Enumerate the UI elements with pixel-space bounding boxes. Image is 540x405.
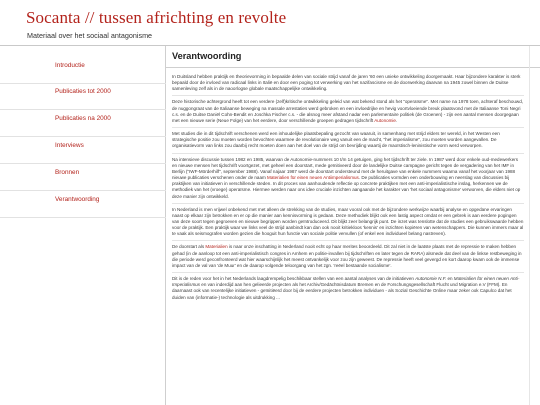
paragraph-text: Dit is de reden voor het in het Nederlands laagdrempelig beschikbaar stellen van een aantal analyses van de initiatieven — [172, 276, 416, 282]
heading-divider — [166, 67, 540, 68]
paragraph — [172, 131, 524, 149]
paragraph — [172, 207, 524, 238]
paragraph-divider — [172, 127, 524, 128]
site-header — [0, 0, 540, 52]
paragraph-text: De doorstart als — [172, 244, 206, 250]
paragraph-divider — [172, 153, 524, 154]
paragraph-text: . De publicaties vormden een onderbouwing en neerslag van discussies bij praktijken van initiatieven in verschillende steden. In dit proces van aanhoudende reflectie op concrete praktijken met een anti-imperialistische inslag, herkennen we de methodiek van het (vroege) operaïsme. Hiermee werden naar ons idee cruciale inzichten aangaande het karakter van 'het sociaal antagonisme' verworven, die elders niet op deze manier zijn ontwikkeld. — [172, 175, 521, 199]
paragraph-text: is naar onze inschatting in Nederland nooit echt op haar merites beoordeeld. Dit zal niet in de laatste plaats met de repressie te maken hebben gehad (in de aanloop tot een anti-imperialistisch congres in Amhem en politie-invallen bij tijdschriften en later tegen de RARA) alsmede dat deel van de linkse restbeweging in die periode werd geconfronteerd wat hier waarschijnlijk het meest ontvankelijk voor zou zijn geweest. De repressie heeft veel gevergd en kort daarop kwam ook de immense impact van de val van 'de Muur' en de daarop volgende teloorgang van het zgn. 'reëel bestaande socialisme'. — [172, 244, 522, 268]
paragraph-text: en van inderdijd aan hen gelieerde projecten als het Archiv/Gedächtnisdatum Bremen en de Forschungsgesellschaft Flucht und Migration e.V (FFM). En daarnaast ook van recentelijke initiatieven - geïnitiëerd door bij de eerdere projecten betrokken individuen - als Sozial Geschichte Online maar zeker ook Capulco dat het duiden van (informatie-) technologie als uitdrukking ... — [172, 282, 512, 300]
paragraph — [172, 244, 524, 269]
sidebar-item-verantwoording[interactable] — [0, 184, 166, 218]
paragraph-text: In Duitsland hebben praktijk en theorievorming in bepaalde delen van sociale strijd vanaf de jaren '60 een unieke ontwikkeling doorgemaakt. Haar bijzondere karakter is sterk bepaald door de invloed van radicaal links in Italië en door een poging tot verwerking van het nazifascisme en de doorwerking daarvan na 1945 zowel binnen de Duitse samenleving zelf als in de naoorlogse globale maatschappelijke ontwikkeling. — [172, 74, 521, 92]
paragraph-text: Met studies die in dit tijdschrift verschenen werd een inhoudelijke plaatsbepaling gezocht van waaruit, in samenhang met strijd elders ter wereld, in het Westen een strategische positie zou moeten worden bevochten waarmee de revolutionaire weg vanuit een de macht, "het imperialisme", zou moeten worden aangevallen. De organisatievorm van links zou daarbij recht moeten doen aan het doel van de strijd om bevrijding waartij de maoïstisch-leninistische vorm werd verworpen. — [172, 131, 500, 149]
paragraph — [172, 157, 524, 200]
autonomie-link[interactable]: Autonomie — [374, 117, 396, 123]
materialien-antiimperialismus-link[interactable]: Materialien für einen neuen Antiimperialismus — [267, 175, 359, 181]
site-title[interactable]: Socanta // tussen africhting en revolte — [26, 8, 287, 27]
paragraph-divider — [172, 272, 524, 273]
paragraph-italic: Autonomie N.F. — [415, 276, 447, 282]
article-body — [172, 74, 524, 304]
paragraph — [172, 99, 524, 124]
paragraph-text: Na intensieve discussie tussen 1982 en 1985, waarvan de Autonomie-nummers 10 t/m 14 getuigen, ging het tijdschrift ter ziele. In 1987 werd door enkele oud-medewerkers en nieuwe mensen het tijdschrift voortgezet, met geheel een doorstart, mede geïnitiveerd door de landelijke Duitse campagne gericht tegen de vergadering van het IMF in Berlijn ("IWF-Mörderhilf", september 1988). Vanaf najaar 1987 werd de doorstart ondersteund met de heruitgave van enkele nummers waarna vanaf het voorjaar van 1988 nieuwe publicaties verschenen onder de naam — [172, 156, 519, 181]
content-edge — [529, 46, 530, 405]
paragraph-text: In Nederland is men vrijwel onbekend met met alleen de strekking van de studies, maar vooral ook met de bijzondere werkwijze waarbij analyse en opgedane ervaringen naast op elkaar zijn betrokken en er op die manier aan kennisvorming is gedaan. Deze methodiek blijkt ook een lastig aspect omdat er een gebrek is aan eerdere pogingen van deze soort tegen gegroeven en nieuwe begrippen worden geïntroduceerd. Dit blijkt zeer belangrijk punt. De inzet was tenslotte dat de studies een gebruikswaarde hebben voor de praktijk. Een praktijk waar we links veel de strijd aanbindt kan dan ook nooit kritiekloos 'kennis' en inzichten kopiëren van wetenschappers. Die kunnen immers maar al te vaak als seismografen worden gezien die hooguit hun functie van sociale politie vervullen (of enkel een individueel belang nastreven). — [172, 206, 524, 237]
paragraph-text: en — [446, 276, 454, 282]
sidebar-nav — [0, 46, 166, 405]
paragraph-italic: Materialien für einen neuen Anti-Imperialismus — [172, 276, 520, 288]
main-content — [166, 46, 540, 405]
materialien-link[interactable]: Materialien — [205, 244, 228, 250]
sidebar-item-label: Introductie — [55, 62, 85, 69]
paragraph-text: . — [395, 117, 398, 123]
paragraph-divider — [172, 240, 524, 241]
sidebar-item-label: Publicaties na 2000 — [55, 115, 111, 122]
paragraph-divider — [172, 203, 524, 204]
paragraph — [172, 276, 524, 301]
page-title: Verantwoording — [172, 51, 242, 61]
sidebar-item-label: Interviews — [55, 142, 84, 149]
sidebar-item-label: Publicaties tot 2000 — [55, 88, 111, 95]
site-tagline: Materiaal over het sociaal antagonisme — [27, 31, 153, 40]
paragraph-divider — [172, 95, 524, 96]
sidebar-item-label: Bronnen — [55, 169, 80, 176]
sidebar-item-label: Verantwoording — [55, 196, 100, 203]
paragraph-text: Deze historische achtergrond heeft tot een verdere (zelf)kritische ontwikkeling geleid van wat bekend stond als het "operaïsme". Met name na 1978 toen, achteraf beschouwd, de nuggongraat van de Italiaanse beweging na massale arrestaties werd gebroken en een invloedrijke en hevig voortvloeiende breuk plaatsvond met de Italiaanse Toni Negri c.s. en de Duitse Daniël Cohn-Bendit en Joschka Fischer c.s. - die alsnog meer afstand nadar een parlementaire politiek (de Groenen) - zijn een aantal mensen doorgegaan met een nieuwe serie (Neue Folge) van het eerdere, door verschillende groepen gedragen tijdschrift — [172, 99, 524, 123]
paragraph — [172, 74, 524, 92]
